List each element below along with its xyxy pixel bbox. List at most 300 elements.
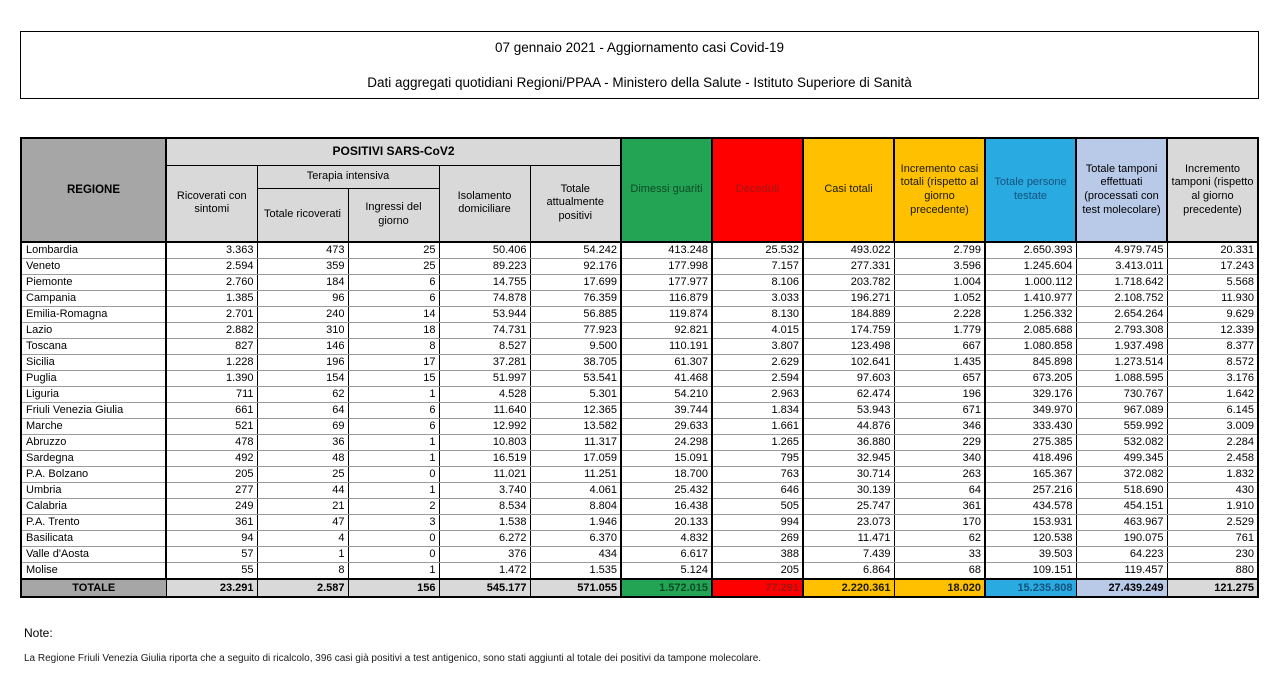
cell-totale-tamponi: 730.767	[1076, 387, 1167, 403]
cell-ricoverati-con-sintomi: 249	[166, 499, 257, 515]
cell-casi-totali: 102.641	[803, 355, 894, 371]
cell-casi-totali: 30.139	[803, 483, 894, 499]
cell-ricoverati-con-sintomi: 2.882	[166, 323, 257, 339]
cell-ricoverati-con-sintomi: 361	[166, 515, 257, 531]
notes-section	[24, 626, 1259, 664]
cell-totale-persone-testate: 845.898	[985, 355, 1076, 371]
cell-casi-totali: 174.759	[803, 323, 894, 339]
cell-incremento-casi-totali: 1.435	[894, 355, 985, 371]
cell-terapia-ingressi-del-giorno: 17	[348, 355, 439, 371]
column-group-terapia-intensiva: Terapia intensiva	[257, 165, 439, 188]
cell-isolamento-domiciliare: 89.223	[439, 259, 530, 275]
cell-isolamento-domiciliare: 74.878	[439, 291, 530, 307]
column-header-totale-tamponi: Totale tamponi effettuati (processati con test molecolare)	[1076, 138, 1167, 242]
cell-incremento-tamponi: 11.930	[1167, 291, 1258, 307]
cell-totale-attualmente-positivi: 17.059	[530, 451, 621, 467]
covid-data-table	[20, 137, 1259, 598]
table-row	[21, 339, 1258, 355]
cell-isolamento-domiciliare: 50.406	[439, 242, 530, 259]
cell-terapia-ingressi-del-giorno: 0	[348, 467, 439, 483]
cell-incremento-tamponi: 761	[1167, 531, 1258, 547]
cell-terapia-ingressi-del-giorno: 0	[348, 531, 439, 547]
cell-dimessi-guariti: 116.879	[621, 291, 712, 307]
region-name: Umbria	[21, 483, 166, 499]
cell-terapia-ingressi-del-giorno: 6	[348, 419, 439, 435]
cell-totale-attualmente-positivi: 53.541	[530, 371, 621, 387]
cell-incremento-tamponi: 3.176	[1167, 371, 1258, 387]
cell-incremento-tamponi: 880	[1167, 563, 1258, 580]
cell-terapia-ingressi-del-giorno: 25	[348, 242, 439, 259]
report-title-line2: Dati aggregati quotidiani Regioni/PPAA - Ministero della Salute - Istituto Superiore di Sanità	[367, 75, 912, 90]
cell-totale-persone-testate: 1.256.332	[985, 307, 1076, 323]
cell-incremento-casi-totali: 1.779	[894, 323, 985, 339]
cell-incremento-casi-totali: 64	[894, 483, 985, 499]
table-row	[21, 307, 1258, 323]
total-totale-attualmente-positivi: 571.055	[530, 579, 621, 597]
cell-deceduti: 795	[712, 451, 803, 467]
cell-deceduti: 763	[712, 467, 803, 483]
cell-totale-tamponi: 518.690	[1076, 483, 1167, 499]
cell-dimessi-guariti: 4.832	[621, 531, 712, 547]
cell-totale-attualmente-positivi: 54.242	[530, 242, 621, 259]
cell-incremento-tamponi: 6.145	[1167, 403, 1258, 419]
region-name: Puglia	[21, 371, 166, 387]
cell-incremento-casi-totali: 196	[894, 387, 985, 403]
cell-terapia-totale-ricoverati: 240	[257, 307, 348, 323]
cell-terapia-ingressi-del-giorno: 0	[348, 547, 439, 563]
cell-deceduti: 2.594	[712, 371, 803, 387]
cell-totale-persone-testate: 418.496	[985, 451, 1076, 467]
cell-casi-totali: 184.889	[803, 307, 894, 323]
region-name: Sicilia	[21, 355, 166, 371]
cell-totale-attualmente-positivi: 92.176	[530, 259, 621, 275]
cell-totale-attualmente-positivi: 76.359	[530, 291, 621, 307]
cell-totale-tamponi: 454.151	[1076, 499, 1167, 515]
cell-deceduti: 1.661	[712, 419, 803, 435]
cell-ricoverati-con-sintomi: 2.594	[166, 259, 257, 275]
cell-isolamento-domiciliare: 10.803	[439, 435, 530, 451]
cell-isolamento-domiciliare: 8.534	[439, 499, 530, 515]
cell-ricoverati-con-sintomi: 661	[166, 403, 257, 419]
cell-terapia-ingressi-del-giorno: 15	[348, 371, 439, 387]
cell-isolamento-domiciliare: 53.944	[439, 307, 530, 323]
cell-terapia-ingressi-del-giorno: 25	[348, 259, 439, 275]
cell-dimessi-guariti: 16.438	[621, 499, 712, 515]
cell-totale-persone-testate: 153.931	[985, 515, 1076, 531]
cell-casi-totali: 493.022	[803, 242, 894, 259]
cell-dimessi-guariti: 110.191	[621, 339, 712, 355]
cell-casi-totali: 196.271	[803, 291, 894, 307]
cell-casi-totali: 97.603	[803, 371, 894, 387]
cell-terapia-totale-ricoverati: 196	[257, 355, 348, 371]
cell-incremento-casi-totali: 667	[894, 339, 985, 355]
cell-incremento-tamponi: 12.339	[1167, 323, 1258, 339]
cell-totale-tamponi: 372.082	[1076, 467, 1167, 483]
cell-terapia-totale-ricoverati: 48	[257, 451, 348, 467]
column-header-incremento-casi-totali: Incremento casi totali (rispetto al giorno precedente)	[894, 138, 985, 242]
cell-terapia-totale-ricoverati: 62	[257, 387, 348, 403]
cell-totale-persone-testate: 120.538	[985, 531, 1076, 547]
cell-totale-tamponi: 119.457	[1076, 563, 1167, 580]
cell-ricoverati-con-sintomi: 205	[166, 467, 257, 483]
cell-totale-tamponi: 190.075	[1076, 531, 1167, 547]
table-row	[21, 499, 1258, 515]
cell-dimessi-guariti: 20.133	[621, 515, 712, 531]
cell-incremento-casi-totali: 346	[894, 419, 985, 435]
table-row	[21, 403, 1258, 419]
cell-terapia-totale-ricoverati: 21	[257, 499, 348, 515]
cell-terapia-totale-ricoverati: 1	[257, 547, 348, 563]
cell-deceduti: 3.807	[712, 339, 803, 355]
cell-totale-tamponi: 1.937.498	[1076, 339, 1167, 355]
cell-incremento-casi-totali: 361	[894, 499, 985, 515]
cell-incremento-tamponi: 2.284	[1167, 435, 1258, 451]
cell-totale-tamponi: 2.793.308	[1076, 323, 1167, 339]
cell-dimessi-guariti: 25.432	[621, 483, 712, 499]
total-dimessi-guariti: 1.572.015	[621, 579, 712, 597]
cell-totale-tamponi: 1.718.642	[1076, 275, 1167, 291]
region-name: Basilicata	[21, 531, 166, 547]
table-row	[21, 387, 1258, 403]
table-row	[21, 451, 1258, 467]
cell-deceduti: 3.033	[712, 291, 803, 307]
cell-ricoverati-con-sintomi: 94	[166, 531, 257, 547]
cell-terapia-totale-ricoverati: 184	[257, 275, 348, 291]
column-header-totale-attualmente-positivi: Totale attualmente positivi	[530, 165, 621, 242]
column-header-dimessi-guariti: Dimessi guariti	[621, 138, 712, 242]
cell-ricoverati-con-sintomi: 3.363	[166, 242, 257, 259]
cell-totale-attualmente-positivi: 12.365	[530, 403, 621, 419]
cell-casi-totali: 277.331	[803, 259, 894, 275]
notes-text: La Regione Friuli Venezia Giulia riporta che a seguito di ricalcolo, 396 casi già positivi a test antigenico, sono stati aggiunti al totale dei positivi da tampone molecolare.	[24, 653, 762, 664]
region-name: Liguria	[21, 387, 166, 403]
cell-casi-totali: 25.747	[803, 499, 894, 515]
cell-totale-attualmente-positivi: 1.535	[530, 563, 621, 580]
cell-incremento-casi-totali: 229	[894, 435, 985, 451]
table-row	[21, 435, 1258, 451]
cell-isolamento-domiciliare: 12.992	[439, 419, 530, 435]
cell-incremento-tamponi: 3.009	[1167, 419, 1258, 435]
cell-totale-attualmente-positivi: 38.705	[530, 355, 621, 371]
table-row	[21, 242, 1258, 259]
cell-terapia-ingressi-del-giorno: 18	[348, 323, 439, 339]
cell-deceduti: 7.157	[712, 259, 803, 275]
cell-terapia-ingressi-del-giorno: 1	[348, 435, 439, 451]
region-name: Piemonte	[21, 275, 166, 291]
cell-dimessi-guariti: 119.874	[621, 307, 712, 323]
report-title-line1: 07 gennaio 2021 - Aggiornamento casi Covid-19	[495, 40, 784, 55]
region-name: Molise	[21, 563, 166, 580]
region-name: Lazio	[21, 323, 166, 339]
cell-ricoverati-con-sintomi: 492	[166, 451, 257, 467]
region-name: Marche	[21, 419, 166, 435]
cell-casi-totali: 53.943	[803, 403, 894, 419]
cell-deceduti: 994	[712, 515, 803, 531]
cell-totale-tamponi: 463.967	[1076, 515, 1167, 531]
cell-deceduti: 4.015	[712, 323, 803, 339]
column-header-isolamento-domiciliare: Isolamento domiciliare	[439, 165, 530, 242]
cell-terapia-ingressi-del-giorno: 1	[348, 563, 439, 580]
cell-terapia-totale-ricoverati: 4	[257, 531, 348, 547]
cell-casi-totali: 62.474	[803, 387, 894, 403]
cell-ricoverati-con-sintomi: 2.701	[166, 307, 257, 323]
cell-ricoverati-con-sintomi: 57	[166, 547, 257, 563]
cell-totale-attualmente-positivi: 56.885	[530, 307, 621, 323]
cell-incremento-casi-totali: 340	[894, 451, 985, 467]
cell-terapia-ingressi-del-giorno: 1	[348, 387, 439, 403]
cell-terapia-totale-ricoverati: 359	[257, 259, 348, 275]
cell-terapia-ingressi-del-giorno: 8	[348, 339, 439, 355]
cell-incremento-casi-totali: 2.799	[894, 242, 985, 259]
cell-totale-persone-testate: 434.578	[985, 499, 1076, 515]
cell-ricoverati-con-sintomi: 521	[166, 419, 257, 435]
table-row	[21, 547, 1258, 563]
table-row	[21, 355, 1258, 371]
cell-totale-tamponi: 559.992	[1076, 419, 1167, 435]
cell-isolamento-domiciliare: 3.740	[439, 483, 530, 499]
cell-ricoverati-con-sintomi: 827	[166, 339, 257, 355]
region-name: Abruzzo	[21, 435, 166, 451]
table-row	[21, 323, 1258, 339]
table-row	[21, 259, 1258, 275]
cell-incremento-casi-totali: 2.228	[894, 307, 985, 323]
cell-incremento-tamponi: 230	[1167, 547, 1258, 563]
cell-incremento-tamponi: 2.458	[1167, 451, 1258, 467]
cell-incremento-tamponi: 17.243	[1167, 259, 1258, 275]
cell-isolamento-domiciliare: 74.731	[439, 323, 530, 339]
cell-deceduti: 205	[712, 563, 803, 580]
cell-terapia-totale-ricoverati: 64	[257, 403, 348, 419]
total-label: TOTALE	[21, 579, 166, 597]
cell-incremento-casi-totali: 62	[894, 531, 985, 547]
cell-dimessi-guariti: 6.617	[621, 547, 712, 563]
cell-dimessi-guariti: 24.298	[621, 435, 712, 451]
cell-dimessi-guariti: 15.091	[621, 451, 712, 467]
cell-ricoverati-con-sintomi: 1.390	[166, 371, 257, 387]
cell-totale-tamponi: 3.413.011	[1076, 259, 1167, 275]
cell-deceduti: 1.834	[712, 403, 803, 419]
cell-terapia-totale-ricoverati: 154	[257, 371, 348, 387]
cell-totale-persone-testate: 1.000.112	[985, 275, 1076, 291]
region-name: Valle d'Aosta	[21, 547, 166, 563]
cell-totale-persone-testate: 1.410.977	[985, 291, 1076, 307]
cell-totale-attualmente-positivi: 6.370	[530, 531, 621, 547]
cell-incremento-casi-totali: 3.596	[894, 259, 985, 275]
cell-ricoverati-con-sintomi: 711	[166, 387, 257, 403]
column-header-ingressi-del-giorno: Ingressi del giorno	[348, 188, 439, 242]
cell-incremento-casi-totali: 657	[894, 371, 985, 387]
cell-dimessi-guariti: 39.744	[621, 403, 712, 419]
region-name: Sardegna	[21, 451, 166, 467]
column-header-totale-persone-testate: Totale persone testate	[985, 138, 1076, 242]
cell-terapia-ingressi-del-giorno: 2	[348, 499, 439, 515]
cell-totale-attualmente-positivi: 8.804	[530, 499, 621, 515]
total-incremento-tamponi: 121.275	[1167, 579, 1258, 597]
total-deceduti: 77.291	[712, 579, 803, 597]
cell-totale-persone-testate: 39.503	[985, 547, 1076, 563]
total-terapia-totale-ricoverati: 2.587	[257, 579, 348, 597]
cell-deceduti: 269	[712, 531, 803, 547]
cell-totale-attualmente-positivi: 17.699	[530, 275, 621, 291]
cell-totale-persone-testate: 2.650.393	[985, 242, 1076, 259]
cell-terapia-totale-ricoverati: 69	[257, 419, 348, 435]
region-name: Veneto	[21, 259, 166, 275]
cell-casi-totali: 36.880	[803, 435, 894, 451]
cell-deceduti: 8.106	[712, 275, 803, 291]
cell-dimessi-guariti: 61.307	[621, 355, 712, 371]
cell-dimessi-guariti: 18.700	[621, 467, 712, 483]
cell-incremento-casi-totali: 33	[894, 547, 985, 563]
total-incremento-casi-totali: 18.020	[894, 579, 985, 597]
table-row	[21, 483, 1258, 499]
cell-terapia-totale-ricoverati: 25	[257, 467, 348, 483]
cell-totale-persone-testate: 673.205	[985, 371, 1076, 387]
cell-deceduti: 388	[712, 547, 803, 563]
column-header-incremento-tamponi: Incremento tamponi (rispetto al giorno precedente)	[1167, 138, 1258, 242]
cell-deceduti: 1.265	[712, 435, 803, 451]
table-row	[21, 515, 1258, 531]
table-row	[21, 275, 1258, 291]
cell-dimessi-guariti: 29.633	[621, 419, 712, 435]
cell-terapia-ingressi-del-giorno: 1	[348, 483, 439, 499]
cell-incremento-casi-totali: 263	[894, 467, 985, 483]
cell-terapia-ingressi-del-giorno: 14	[348, 307, 439, 323]
table-header	[21, 138, 1258, 242]
cell-terapia-totale-ricoverati: 44	[257, 483, 348, 499]
cell-ricoverati-con-sintomi: 55	[166, 563, 257, 580]
cell-casi-totali: 123.498	[803, 339, 894, 355]
cell-isolamento-domiciliare: 376	[439, 547, 530, 563]
cell-isolamento-domiciliare: 11.021	[439, 467, 530, 483]
total-totale-tamponi: 27.439.249	[1076, 579, 1167, 597]
cell-totale-attualmente-positivi: 77.923	[530, 323, 621, 339]
total-row	[21, 579, 1258, 597]
column-header-ricoverati-con-sintomi: Ricoverati con sintomi	[166, 165, 257, 242]
cell-terapia-totale-ricoverati: 473	[257, 242, 348, 259]
cell-terapia-totale-ricoverati: 96	[257, 291, 348, 307]
column-header-deceduti: Deceduti	[712, 138, 803, 242]
cell-terapia-totale-ricoverati: 36	[257, 435, 348, 451]
cell-isolamento-domiciliare: 51.997	[439, 371, 530, 387]
column-header-casi-totali: Casi totali	[803, 138, 894, 242]
cell-isolamento-domiciliare: 11.640	[439, 403, 530, 419]
cell-casi-totali: 44.876	[803, 419, 894, 435]
cell-deceduti: 505	[712, 499, 803, 515]
cell-incremento-casi-totali: 671	[894, 403, 985, 419]
cell-incremento-tamponi: 1.910	[1167, 499, 1258, 515]
table-row	[21, 371, 1258, 387]
table-row	[21, 291, 1258, 307]
cell-totale-tamponi: 532.082	[1076, 435, 1167, 451]
cell-totale-tamponi: 2.654.264	[1076, 307, 1167, 323]
cell-totale-attualmente-positivi: 434	[530, 547, 621, 563]
cell-totale-attualmente-positivi: 11.251	[530, 467, 621, 483]
cell-totale-attualmente-positivi: 13.582	[530, 419, 621, 435]
cell-terapia-totale-ricoverati: 146	[257, 339, 348, 355]
column-header-regione: REGIONE	[21, 138, 166, 242]
cell-terapia-totale-ricoverati: 47	[257, 515, 348, 531]
total-casi-totali: 2.220.361	[803, 579, 894, 597]
cell-incremento-casi-totali: 170	[894, 515, 985, 531]
cell-isolamento-domiciliare: 1.538	[439, 515, 530, 531]
cell-incremento-tamponi: 8.377	[1167, 339, 1258, 355]
cell-terapia-ingressi-del-giorno: 1	[348, 451, 439, 467]
cell-totale-persone-testate: 333.430	[985, 419, 1076, 435]
cell-totale-attualmente-positivi: 1.946	[530, 515, 621, 531]
cell-totale-attualmente-positivi: 9.500	[530, 339, 621, 355]
cell-totale-tamponi: 64.223	[1076, 547, 1167, 563]
cell-ricoverati-con-sintomi: 478	[166, 435, 257, 451]
cell-casi-totali: 23.073	[803, 515, 894, 531]
cell-isolamento-domiciliare: 8.527	[439, 339, 530, 355]
cell-incremento-tamponi: 20.331	[1167, 242, 1258, 259]
cell-casi-totali: 203.782	[803, 275, 894, 291]
total-isolamento-domiciliare: 545.177	[439, 579, 530, 597]
cell-casi-totali: 7.439	[803, 547, 894, 563]
cell-isolamento-domiciliare: 37.281	[439, 355, 530, 371]
cell-ricoverati-con-sintomi: 2.760	[166, 275, 257, 291]
cell-totale-attualmente-positivi: 11.317	[530, 435, 621, 451]
cell-totale-persone-testate: 1.080.858	[985, 339, 1076, 355]
cell-totale-tamponi: 2.108.752	[1076, 291, 1167, 307]
cell-dimessi-guariti: 177.977	[621, 275, 712, 291]
cell-totale-persone-testate: 165.367	[985, 467, 1076, 483]
cell-deceduti: 8.130	[712, 307, 803, 323]
cell-totale-tamponi: 4.979.745	[1076, 242, 1167, 259]
cell-casi-totali: 30.714	[803, 467, 894, 483]
cell-dimessi-guariti: 92.821	[621, 323, 712, 339]
cell-deceduti: 646	[712, 483, 803, 499]
cell-incremento-tamponi: 9.629	[1167, 307, 1258, 323]
region-name: Toscana	[21, 339, 166, 355]
cell-totale-attualmente-positivi: 4.061	[530, 483, 621, 499]
cell-terapia-totale-ricoverati: 8	[257, 563, 348, 580]
cell-totale-persone-testate: 329.176	[985, 387, 1076, 403]
column-header-totale-ricoverati: Totale ricoverati	[257, 188, 348, 242]
cell-ricoverati-con-sintomi: 1.228	[166, 355, 257, 371]
column-group-positivi-sars-cov2: POSITIVI SARS-CoV2	[166, 138, 621, 165]
cell-incremento-tamponi: 1.832	[1167, 467, 1258, 483]
cell-totale-attualmente-positivi: 5.301	[530, 387, 621, 403]
cell-dimessi-guariti: 41.468	[621, 371, 712, 387]
report-title-box	[20, 31, 1259, 99]
cell-casi-totali: 6.864	[803, 563, 894, 580]
cell-totale-tamponi: 967.089	[1076, 403, 1167, 419]
total-totale-persone-testate: 15.235.808	[985, 579, 1076, 597]
region-name: P.A. Bolzano	[21, 467, 166, 483]
cell-totale-tamponi: 1.273.514	[1076, 355, 1167, 371]
cell-casi-totali: 11.471	[803, 531, 894, 547]
table-row	[21, 563, 1258, 580]
cell-totale-tamponi: 1.088.595	[1076, 371, 1167, 387]
cell-incremento-tamponi: 5.568	[1167, 275, 1258, 291]
region-name: Friuli Venezia Giulia	[21, 403, 166, 419]
cell-deceduti: 2.963	[712, 387, 803, 403]
total-ricoverati-con-sintomi: 23.291	[166, 579, 257, 597]
cell-terapia-ingressi-del-giorno: 3	[348, 515, 439, 531]
cell-deceduti: 25.532	[712, 242, 803, 259]
table-body	[21, 242, 1258, 579]
cell-isolamento-domiciliare: 14.755	[439, 275, 530, 291]
cell-incremento-tamponi: 1.642	[1167, 387, 1258, 403]
total-terapia-ingressi-del-giorno: 156	[348, 579, 439, 597]
table-row	[21, 531, 1258, 547]
cell-incremento-tamponi: 8.572	[1167, 355, 1258, 371]
cell-totale-persone-testate: 275.385	[985, 435, 1076, 451]
cell-dimessi-guariti: 177.998	[621, 259, 712, 275]
region-name: Calabria	[21, 499, 166, 515]
cell-dimessi-guariti: 54.210	[621, 387, 712, 403]
